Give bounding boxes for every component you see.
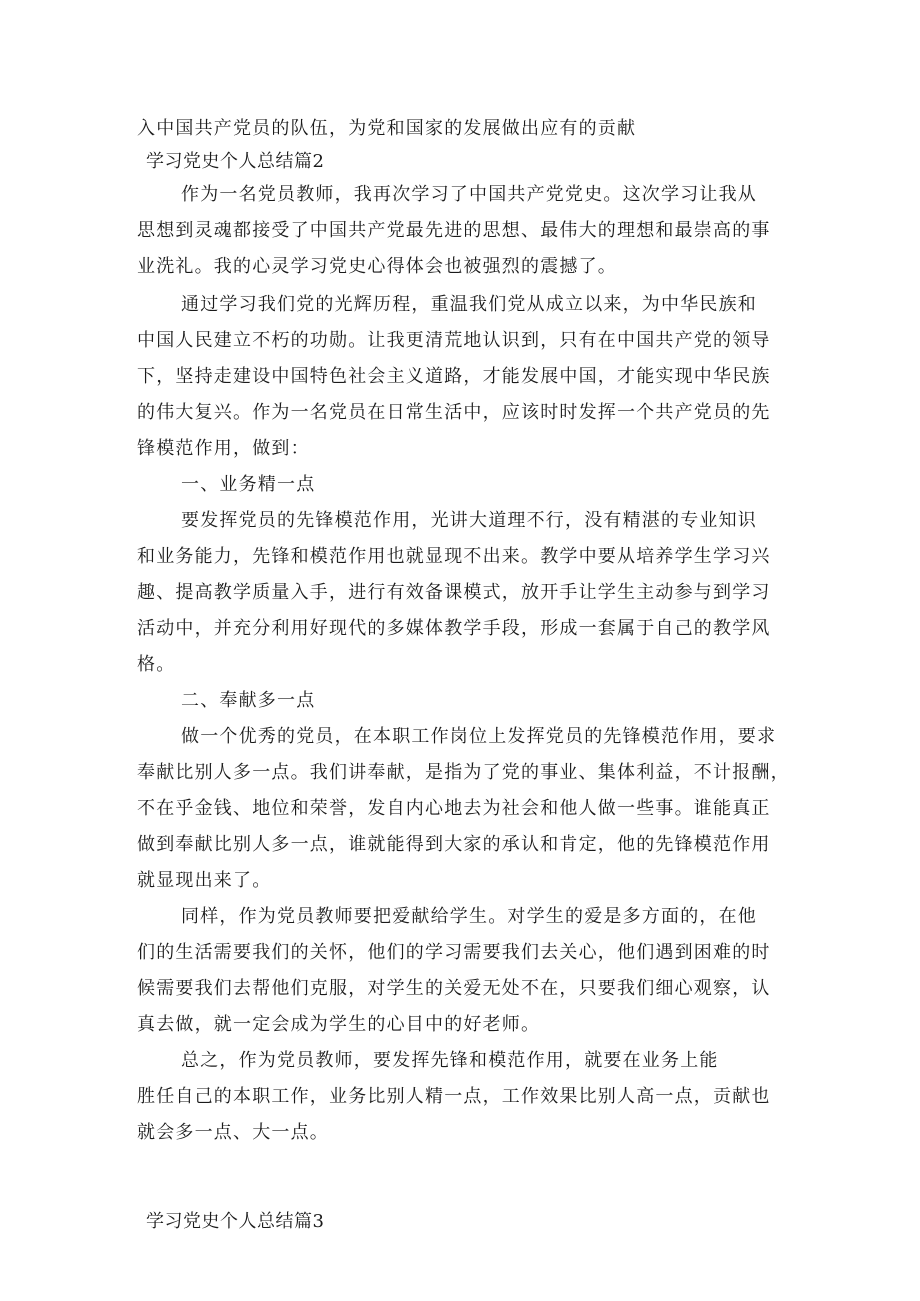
paragraph-line: 中国人民建立不朽的功勋。让我更清荒地认识到，只有在中国共产党的领导 xyxy=(137,330,771,351)
paragraph-line: 胜任自己的本职工作，业务比别人精一点，工作效果比别人高一点，贡献也 xyxy=(137,1086,771,1107)
paragraph-line: 就显现出来了。 xyxy=(137,870,272,891)
paragraph-line: 锋模范作用，做到： xyxy=(137,438,310,459)
paragraph-line: 格。 xyxy=(137,654,176,675)
paragraph-line: 做到奉献比别人多一点，谁就能得到大家的承认和肯定，他的先锋模范作用 xyxy=(137,834,771,855)
paragraph-line: 真去做，就一定会成为学生的心目中的好老师。 xyxy=(137,1014,541,1035)
paragraph-line: 通过学习我们党的光辉历程，重温我们党从成立以来，为中华民族和 xyxy=(181,294,757,315)
paragraph-line: 的伟大复兴。作为一名党员在日常生活中，应该时时发挥一个共产党员的先 xyxy=(137,402,771,423)
paragraph-line: 们的生活需要我们的关怀，他们的学习需要我们去关心，他们遇到困难的时 xyxy=(137,942,771,963)
paragraph-line: 作为一名党员教师，我再次学习了中国共产党党史。这次学习让我从 xyxy=(181,184,757,205)
text-line: 入中国共产党员的队伍，为党和国家的发展做出应有的贡献 xyxy=(137,118,637,139)
section-heading: 学习党史个人总结篇3 xyxy=(146,1211,325,1232)
paragraph-line: 下，坚持走建设中国特色社会主义道路，才能发展中国，才能实现中华民族 xyxy=(137,366,771,387)
paragraph-line: 要发挥党员的先锋模范作用，光讲大道理不行，没有精湛的专业知识 xyxy=(181,510,757,531)
subheading: 二、奉献多一点 xyxy=(181,690,316,711)
paragraph-line: 总之，作为党员教师，要发挥先锋和模范作用，就要在业务上能 xyxy=(181,1050,719,1071)
paragraph-line: 就会多一点、大一点。 xyxy=(137,1122,329,1143)
paragraph-line: 业洗礼。我的心灵学习党史心得体会也被强烈的震撼了。 xyxy=(137,256,617,277)
paragraph-line: 候需要我们去帮他们克服，对学生的关爱无处不在，只要我们细心观察，认 xyxy=(137,978,771,999)
paragraph-line: 思想到灵魂都接受了中国共产党最先进的思想、最伟大的理想和最崇高的事 xyxy=(137,220,771,241)
subheading: 一、业务精一点 xyxy=(181,474,316,495)
paragraph-line: 和业务能力，先锋和模范作用也就显现不出来。教学中要从培养学生学习兴 xyxy=(137,546,771,567)
paragraph-line: 不在乎金钱、地位和荣誉，发自内心地去为社会和他人做一些事。谁能真正 xyxy=(137,798,771,819)
paragraph-line: 同样，作为党员教师要把爱献给学生。对学生的爱是多方面的，在他 xyxy=(181,906,757,927)
paragraph-line: 趣、提高教学质量入手，进行有效备课模式，放开手让学生主动参与到学习 xyxy=(137,582,771,603)
section-heading: 学习党史个人总结篇2 xyxy=(146,151,325,172)
paragraph-line: 奉献比别人多一点。我们讲奉献，是指为了党的事业、集体利益，不计报酬， xyxy=(137,762,790,783)
paragraph-line: 做一个优秀的党员，在本职工作岗位上发挥党员的先锋模范作用，要求 xyxy=(181,726,777,747)
paragraph-line: 活动中，并充分利用好现代的多媒体教学手段，形成一套属于自己的教学风 xyxy=(137,618,771,639)
